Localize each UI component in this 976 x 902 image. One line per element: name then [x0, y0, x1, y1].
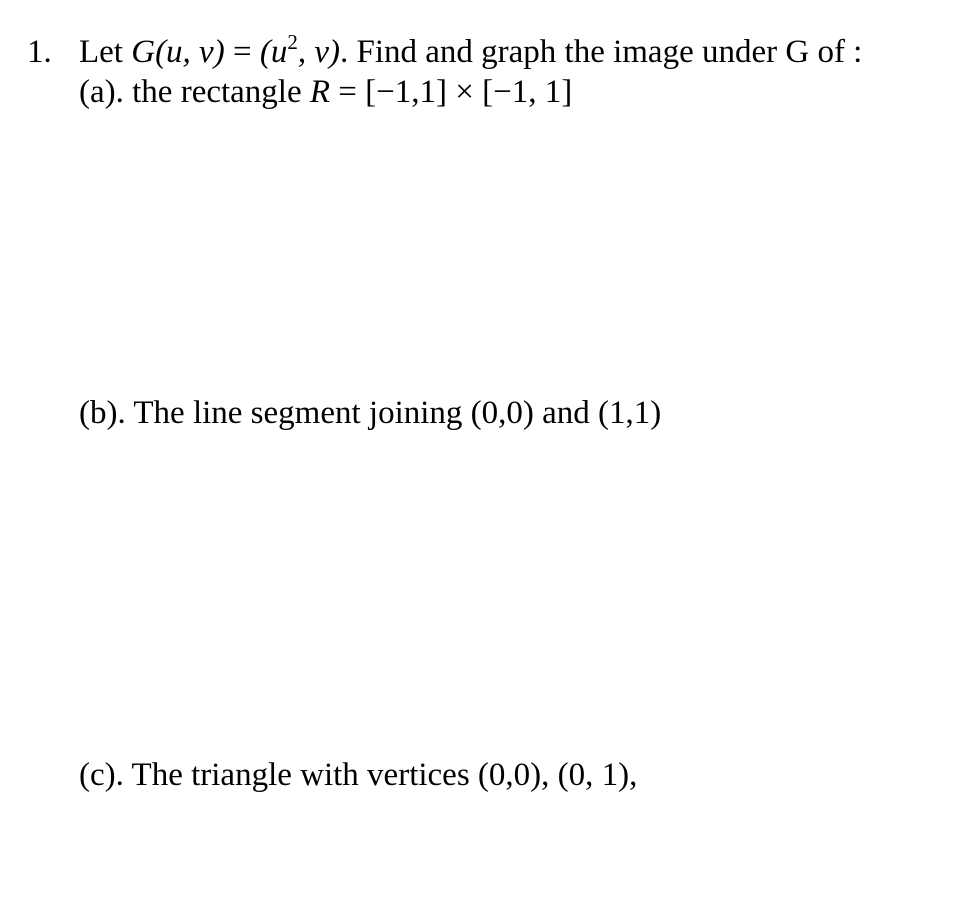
function-rhs-open: (u	[259, 34, 288, 70]
part-a-label: (a).	[79, 74, 124, 110]
part-b	[79, 394, 661, 432]
part-c	[79, 756, 637, 794]
problem-number: 1.	[27, 34, 52, 70]
part-b-text: The line segment joining (0,0) and (1,1)	[133, 395, 662, 431]
part-c-text: The triangle with vertices (0,0), (0, 1),	[131, 757, 638, 793]
instruction-text: . Find and graph the image under G of :	[339, 34, 863, 70]
exponent: 2	[287, 30, 298, 54]
part-a-text: the rectangle	[132, 74, 302, 110]
intro-text: Let	[79, 34, 123, 70]
function-lhs: G(u, v)	[131, 34, 225, 70]
part-b-label: (b).	[79, 395, 126, 431]
part-a-math-expr: = [−1,1] × [−1, 1]	[330, 74, 573, 110]
part-c-label: (c).	[79, 757, 124, 793]
equals-sign: =	[224, 34, 260, 70]
part-a	[79, 73, 572, 111]
problem-statement	[79, 30, 863, 71]
function-rhs-close: , v)	[297, 34, 340, 70]
part-a-math-var: R	[309, 74, 331, 110]
